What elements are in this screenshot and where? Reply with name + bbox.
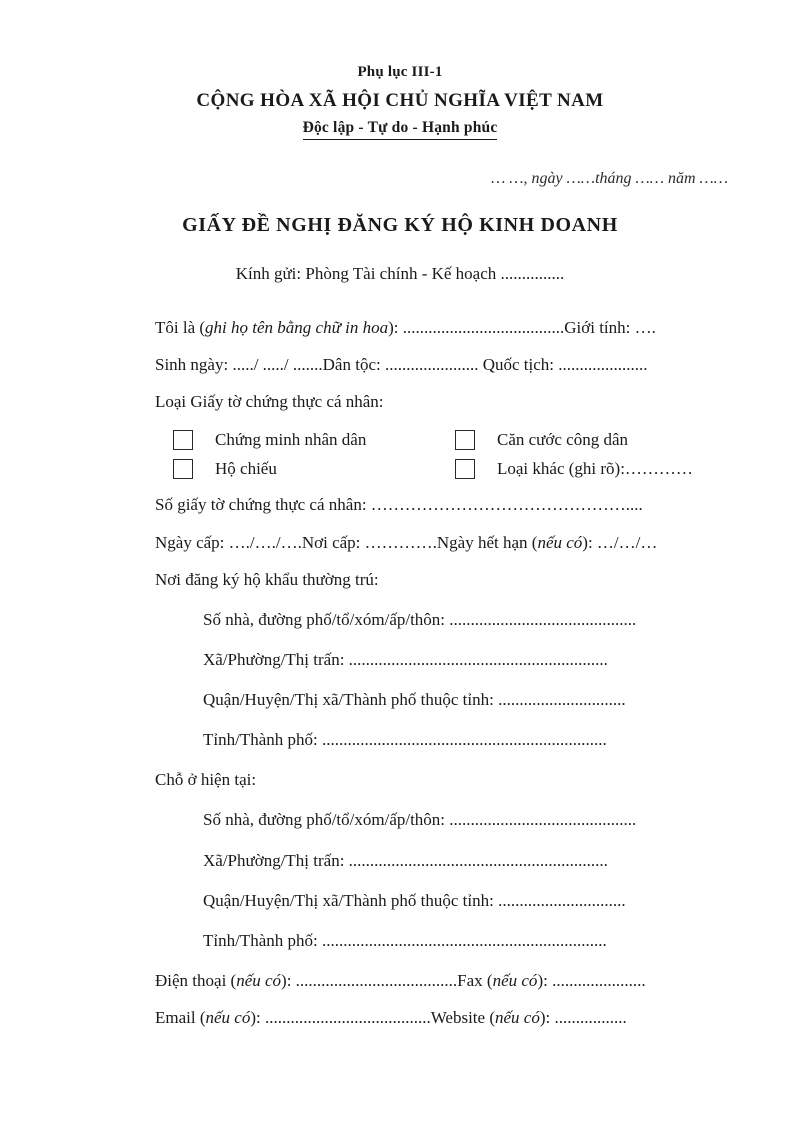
checkbox-row [155, 459, 740, 479]
fax-fill: ): ...................... [537, 970, 646, 990]
checkbox-label: Chứng minh nhân dân [215, 430, 367, 450]
checkbox-label: Căn cước công dân [497, 430, 629, 450]
fax-hint: nếu có [492, 970, 538, 990]
checkbox-row [155, 430, 740, 450]
document-header [0, 0, 800, 140]
motto-wrapper [0, 119, 800, 140]
page-title: GIẤY ĐỀ NGHỊ ĐĂNG KÝ HỘ KINH DOANH [182, 214, 618, 236]
permanent-address-province: Tỉnh/Thành phố: ................................................................... [203, 730, 607, 750]
checkbox-icon[interactable] [455, 459, 475, 479]
phone-fill: ): ......................................Fax ( [281, 970, 493, 990]
checkbox-option-id-card[interactable] [155, 430, 455, 450]
field-email-website [155, 1006, 740, 1030]
email-label: Email ( [155, 1008, 206, 1027]
checkbox-label: Loại khác (ghi rõ):………… [497, 459, 693, 479]
current-address-heading: Chỗ ở hiện tại: [155, 770, 257, 790]
checkbox-label: Hộ chiếu [215, 459, 277, 479]
website-hint: nếu có [495, 1008, 540, 1027]
checkbox-icon[interactable] [455, 430, 475, 450]
current-address-district: Quận/Huyện/Thị xã/Thành phố thuộc tỉnh: .............................. [203, 890, 626, 910]
issue-date-label: Ngày cấp: …./…./….Nơi cấp: ………….Ngày hết hạn ( [155, 532, 538, 552]
date-line: … …, ngày ……tháng …… năm …… [491, 170, 728, 187]
national-motto: Độc lập - Tự do - Hạnh phúc [303, 119, 498, 140]
recipient-line: Kính gửi: Phòng Tài chính - Kế hoạch ............... [235, 264, 565, 283]
national-title: CỘNG HÒA XÃ HỘI CHỦ NGHĨA VIỆT NAM [196, 90, 604, 111]
current-address-ward: Xã/Phường/Thị trấn: ............................................................. [203, 850, 608, 870]
field-birth-ethnicity-nationality: Sinh ngày: ...../ ...../ .......Dân tộc: ...................... Quốc tịch: ..................... [155, 355, 648, 375]
website-fill: ): ................. [539, 1008, 627, 1027]
checkbox-option-citizen-card[interactable] [455, 430, 628, 450]
id-type-checkbox-grid [155, 430, 740, 479]
appendix-label: Phụ lục III-1 [357, 64, 443, 80]
phone-label: Điện thoại ( [155, 970, 237, 990]
checkbox-option-other[interactable] [455, 459, 693, 479]
full-name-fill: ): ......................................Giới tính: …. [388, 318, 656, 337]
full-name-hint: ghi họ tên bằng chữ in hoa [205, 318, 389, 337]
permanent-address-ward: Xã/Phường/Thị trấn: ............................................................. [203, 649, 608, 669]
checkbox-icon[interactable] [173, 430, 193, 450]
field-id-number: Số giấy tờ chứng thực cá nhân: ……………………………………….... [155, 495, 643, 515]
permanent-address-district: Quận/Huyện/Thị xã/Thành phố thuộc tỉnh: .............................. [203, 690, 626, 709]
email-hint: nếu có [205, 1008, 251, 1027]
checkbox-option-passport[interactable] [155, 459, 455, 479]
form-body [0, 316, 800, 1030]
current-address-street: Số nhà, đường phố/tổ/xóm/ấp/thôn: ............................................ [203, 810, 637, 830]
field-full-name [155, 316, 740, 340]
current-address-province: Tỉnh/Thành phố: ................................................................... [203, 930, 607, 950]
field-phone-fax [155, 969, 740, 993]
id-type-label: Loại Giấy tờ chứng thực cá nhân: [155, 392, 384, 412]
issue-date-hint: nếu có [537, 532, 583, 552]
field-issue-date-place-expiry [155, 531, 740, 555]
full-name-label: Tôi là ( [155, 318, 206, 337]
checkbox-icon[interactable] [173, 459, 193, 479]
permanent-address-street: Số nhà, đường phố/tổ/xóm/ấp/thôn: ............................................ [203, 609, 637, 629]
phone-hint: nếu có [236, 970, 282, 990]
permanent-address-heading: Nơi đăng ký hộ khẩu thường trú: [155, 569, 379, 589]
email-fill: ): .......................................Website ( [250, 1008, 495, 1027]
issue-date-fill: ): …/…/… [582, 532, 658, 552]
